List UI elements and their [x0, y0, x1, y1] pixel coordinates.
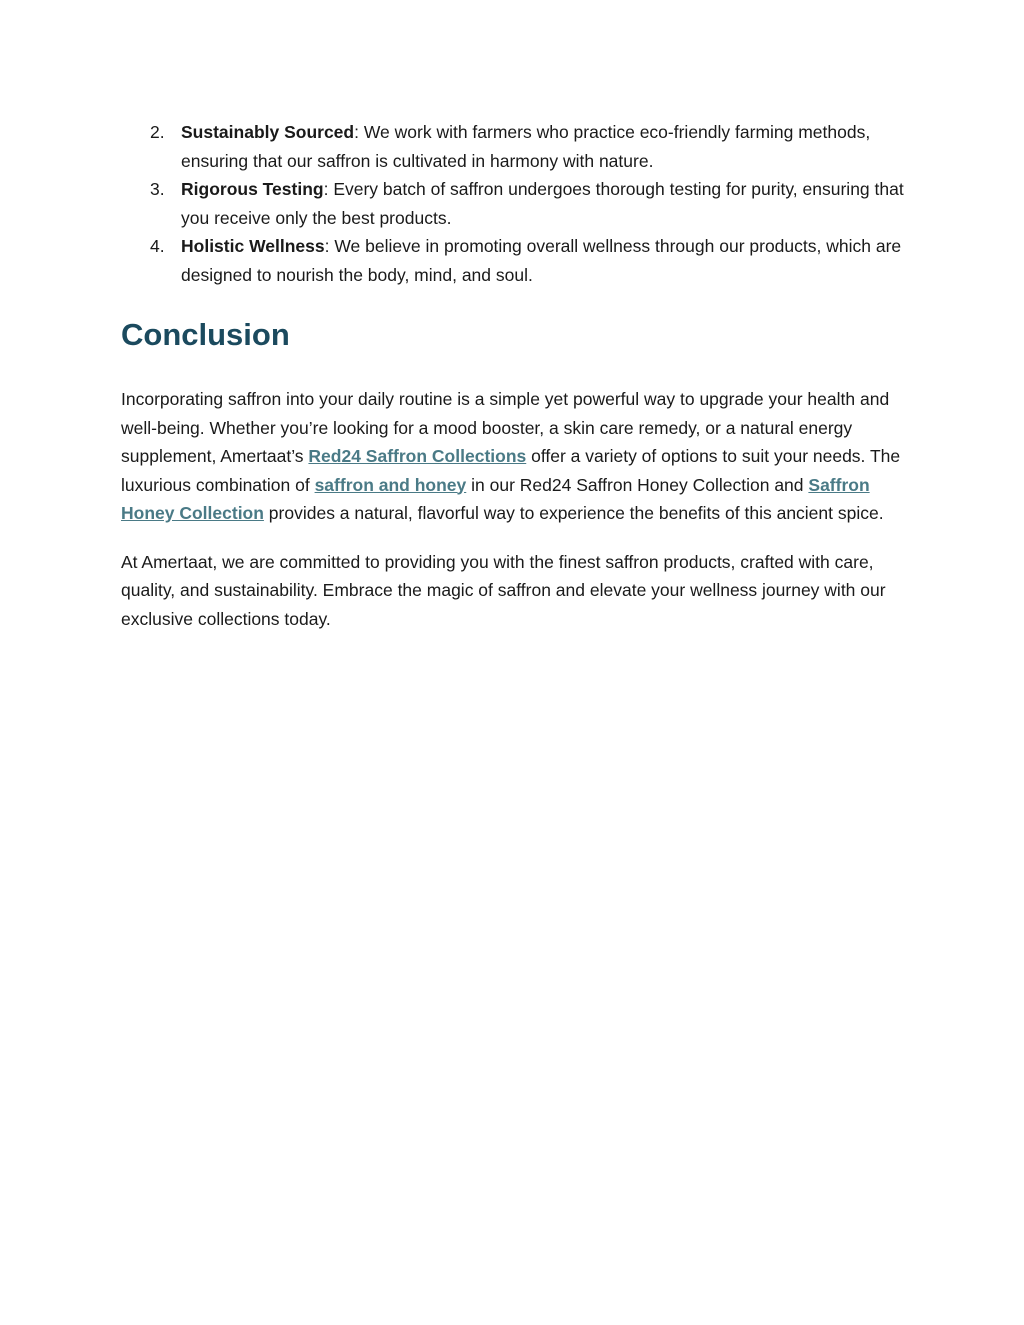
list-item: [121, 118, 911, 175]
list-item-title: Sustainably Sourced: [181, 122, 355, 142]
saffron-honey-collection-link[interactable]: Saffron Honey Collection: [121, 474, 870, 523]
list-item-number: 3.: [150, 179, 165, 199]
list-item: [121, 175, 911, 232]
page-content: [121, 118, 911, 633]
conclusion-paragraph-1: [121, 385, 911, 528]
paragraph-text: provides a natural, flavorful way to experience the benefits of this ancient spice.: [263, 503, 884, 523]
list-item-text: : We work with farmers who practice eco-friendly farming methods, ensuring that our saffron is cultivated in harmony with nature.: [181, 122, 871, 171]
paragraph-text: in our Red24 Saffron Honey Collection and: [466, 474, 809, 495]
paragraph-text: offer a variety of options to suit your needs. The luxurious combination of: [121, 446, 901, 495]
conclusion-paragraph-2: At Amertaat, we are committed to providing you with the finest saffron products, crafted with care, quality, and sustainability. Embrace the magic of saffron and elevate your wellness journey with our exclusive collections today.: [121, 551, 886, 629]
benefits-list: [121, 118, 911, 289]
paragraph-text: Incorporating saffron into your daily routine is a simple yet powerful way to upgrade your health and well-being. Whether you’re looking for a mood booster, a skin care remedy, or a natural energy supplement, Amertaat’s: [121, 389, 890, 466]
conclusion-heading: Conclusion: [121, 317, 290, 352]
list-item: [121, 232, 911, 289]
list-item-title: Rigorous Testing: [181, 179, 324, 199]
red24-saffron-collections-link[interactable]: Red24 Saffron Collections: [308, 446, 527, 466]
list-item-text: : Every batch of saffron undergoes thorough testing for purity, ensuring that you receive only the best products.: [181, 179, 904, 228]
saffron-and-honey-link[interactable]: saffron and honey: [314, 474, 467, 495]
list-item-title: Holistic Wellness: [181, 236, 325, 256]
list-item-number: 2.: [150, 122, 165, 142]
list-item-text: : We believe in promoting overall wellness through our products, which are designed to nourish the body, mind, and soul.: [181, 236, 902, 285]
list-item-number: 4.: [150, 236, 165, 256]
